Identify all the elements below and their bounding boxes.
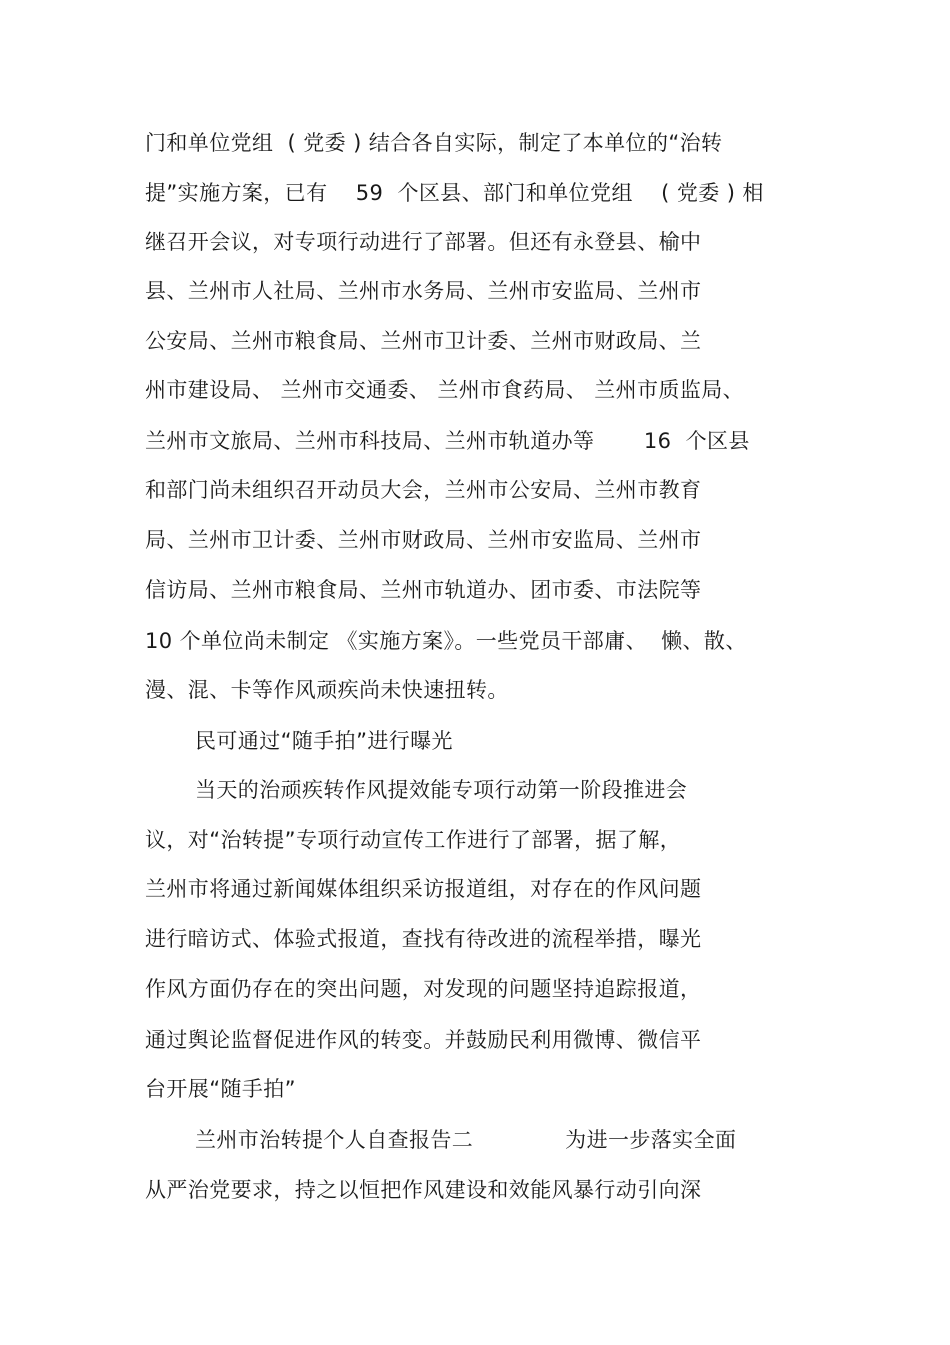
- text-line: 兰州市文旅局、兰州市科技局、兰州市轨道办等 16 个区县: [145, 429, 750, 453]
- text-line: 和部门尚未组织召开动员大会，兰州市公安局、兰州市教育: [145, 478, 702, 502]
- text-line: 作风方面仍存在的突出问题，对发现的问题坚持追踪报道，: [145, 977, 702, 1001]
- text-line: 漫、混、卡等作风顽疾尚未快速扭转。: [145, 678, 509, 702]
- text-line: 兰州市将通过新闻媒体组织采访报道组，对存在的作风问题: [145, 877, 702, 901]
- text-line: 县、兰州市人社局、兰州市水务局、兰州市安监局、兰州市: [145, 279, 702, 303]
- text-line: 议，对“治转提”专项行动宣传工作进行了部署，据了解，: [145, 828, 682, 852]
- paragraph-first-line: 当天的治顽疾转作风提效能专项行动第一阶段推进会: [195, 778, 688, 802]
- text-line: 10 个单位尚未制定 《实施方案》。一些党员干部庸、 懒、散、: [145, 629, 747, 653]
- text-line: 提”实施方案，已有 59 个区县、部门和单位党组 ( 党委 ) 相: [145, 181, 764, 205]
- text-line: 门和单位党组 ( 党委 ) 结合各自实际，制定了本单位的“治转: [145, 131, 723, 155]
- text-line: 台开展“随手拍”: [145, 1077, 296, 1101]
- text-line: 信访局、兰州市粮食局、兰州市轨道办、团市委、市法院等: [145, 578, 702, 602]
- text-line: 通过舆论监督促进作风的转变。并鼓励民利用微博、微信平: [145, 1028, 702, 1052]
- text-line: 公安局、兰州市粮食局、兰州市卫计委、兰州市财政局、兰: [145, 329, 702, 353]
- text-line: 局、兰州市卫计委、兰州市财政局、兰州市安监局、兰州市: [145, 528, 702, 552]
- text-line: 从严治党要求，持之以恒把作风建设和效能风暴行动引向深: [145, 1178, 702, 1202]
- paragraph-first-line: 兰州市治转提个人自查报告二 为进一步落实全面: [195, 1128, 737, 1152]
- text-line: 进行暗访式、体验式报道，查找有待改进的流程举措，曝光: [145, 927, 702, 951]
- text-line: 州市建设局、 兰州市交通委、 兰州市食药局、 兰州市质监局、: [145, 378, 745, 402]
- section-heading: 民可通过“随手拍”进行曝光: [195, 729, 453, 753]
- text-line: 继召开会议，对专项行动进行了部署。但还有永登县、榆中: [145, 230, 702, 254]
